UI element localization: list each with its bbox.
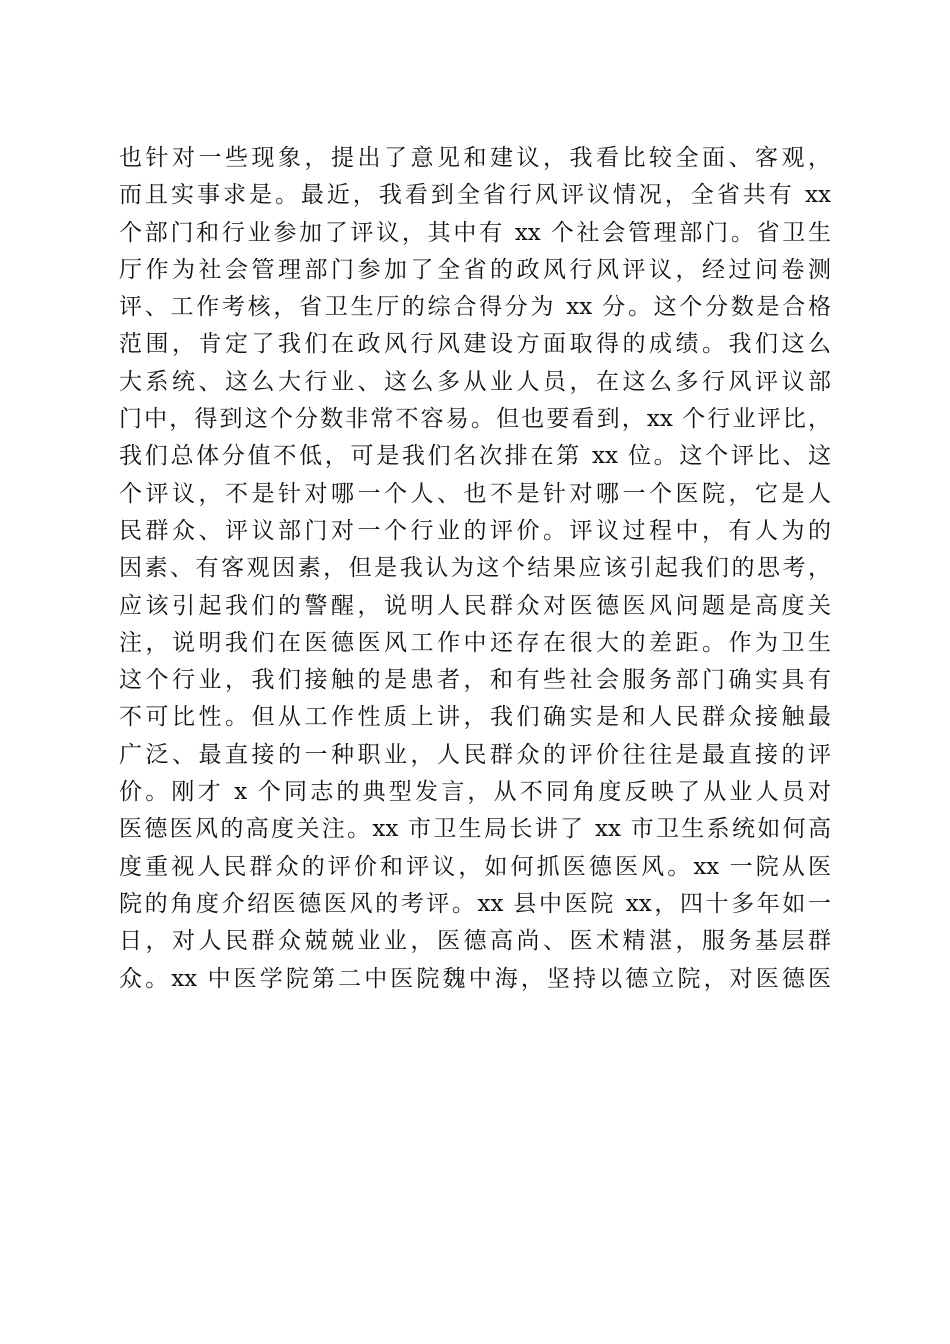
text-line: 也针对一些现象，提出了意见和建议，我看比较全面、客观，: [119, 145, 831, 171]
text-line: 评、工作考核，省卫生厅的综合得分为 xx 分。这个分数是合格: [119, 294, 831, 321]
text-line: 民群众、评议部门对一个行业的评价。评议过程中，有人为的: [119, 517, 831, 544]
text-line: 价。刚才 x 个同志的典型发言，从不同角度反映了从业人员对: [119, 779, 831, 806]
text-line: 门中，得到这个分数非常不容易。但也要看到，xx 个行业评比，: [119, 406, 831, 433]
text-line: 个评议，不是针对哪一个人、也不是针对哪一个医院，它是人: [119, 480, 831, 507]
text-line: 范围，肯定了我们在政风行风建设方面取得的成绩。我们这么: [119, 331, 831, 358]
text-line: 注，说明我们在医德医风工作中还存在很大的差距。作为卫生: [119, 629, 831, 656]
text-line: 我们总体分值不低，可是我们名次排在第 xx 位。这个评比、这: [119, 443, 831, 470]
text-line: 个部门和行业参加了评议，其中有 xx 个社会管理部门。省卫生: [119, 219, 831, 246]
text-line: 应该引起我们的警醒，说明人民群众对医德医风问题是高度关: [119, 592, 831, 619]
text-line: 医德医风的高度关注。xx 市卫生局长讲了 xx 市卫生系统如何高: [119, 816, 831, 843]
text-line: 院的角度介绍医德医风的考评。xx 县中医院 xx，四十多年如一: [119, 890, 831, 917]
text-line: 度重视人民群众的评价和评议，如何抓医德医风。xx 一院从医: [119, 853, 831, 880]
text-line: 不可比性。但从工作性质上讲，我们确实是和人民群众接触最: [119, 704, 831, 731]
text-line: 日，对人民群众兢兢业业，医德高尚、医术精湛，服务基层群: [119, 928, 831, 955]
text-line: 广泛、最直接的一种职业，人民群众的评价往往是最直接的评: [119, 741, 831, 768]
text-line: 而且实事求是。最近，我看到全省行风评议情况，全省共有 xx: [119, 182, 831, 209]
text-line: 厅作为社会管理部门参加了全省的政风行风评议，经过问卷测: [119, 256, 831, 283]
text-line: 因素、有客观因素，但是我认为这个结果应该引起我们的思考，: [119, 555, 831, 582]
text-line: 大系统、这么大行业、这么多从业人员，在这么多行风评议部: [119, 368, 831, 395]
body-paragraph: [119, 140, 831, 998]
text-line: 这个行业，我们接触的是患者，和有些社会服务部门确实具有: [119, 667, 831, 694]
text-line: 众。xx 中医学院第二中医院魏中海，坚持以德立院，对医德医: [119, 965, 831, 992]
